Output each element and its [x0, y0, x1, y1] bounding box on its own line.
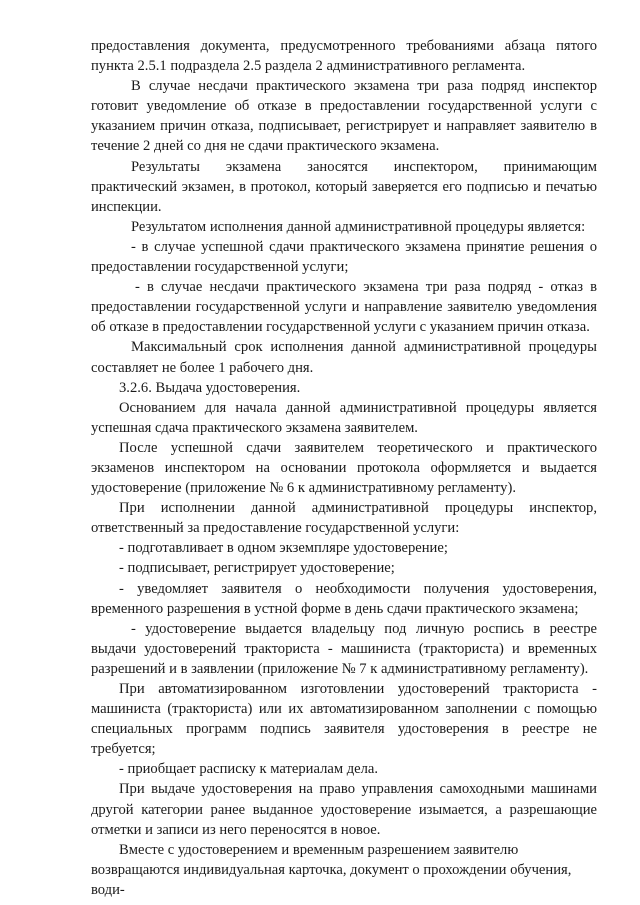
paragraph: - подписывает, регистрирует удостоверение; — [119, 560, 395, 577]
document-body — [91, 36, 597, 900]
paragraph: Вместе с удостоверением и временным разрешением заявителю возвращаются индивидуальная карточка, документ о прохождении обучения, води- — [91, 841, 572, 898]
paragraph: Результаты экзамена заносятся инспектором, принимающим практический экзамен, в протокол, который заверяется его подписью и печатью инспекции. — [91, 158, 597, 215]
paragraph: предоставления документа, предусмотренного требованиями абзаца пятого пункта 2.5.1 подраздела 2.5 раздела 2 административного регламента. — [91, 38, 597, 75]
paragraph: - в случае несдачи практического экзамена три раза подряд - отказ в предоставлении государственной услуги и направление заявителю уведомления об отказе в предоставлении государственной услуги с указанием причин отказа. — [91, 279, 597, 336]
paragraph: - приобщает расписку к материалам дела. — [119, 761, 379, 778]
paragraph: - уведомляет заявителя о необходимости получения удостоверения, временного разрешения в устной форме в день сдачи практического экзамена; — [91, 580, 597, 617]
paragraph: В случае несдачи практического экзамена три раза подряд инспектор готовит уведомление об отказе в предоставлении государственной услуги с указанием причин отказа, подписывает, регистрирует и направляет заявителю в течение 2 дней со дня не сдачи практического экзамена. — [91, 78, 597, 155]
paragraph: 3.2.6. Выдача удостоверения. — [119, 379, 301, 396]
paragraph: Основанием для начала данной административной процедуры является успешная сдача практического экзамена заявителем. — [91, 399, 597, 436]
paragraph: - в случае успешной сдачи практического экзамена принятие решения о предоставлении государственной услуги; — [91, 238, 597, 276]
paragraph: Результатом исполнения данной административной процедуры является: — [131, 218, 586, 235]
paragraph: При автоматизированном изготовлении удостоверений тракториста - машиниста (тракториста) или их автоматизированном заполнении с помощью специальных программ подпись заявителя удостоверения в реестре не требуется; — [91, 681, 597, 758]
paragraph: Максимальный срок исполнения данной административной процедуры составляет не более 1 рабочего дня. — [91, 339, 597, 376]
paragraph: - удостоверение выдается владельцу под личную роспись в реестре выдачи удостоверений тракториста - машиниста (тракториста) и временных разрешений и в заявлении (приложение № 7 к административному регламенту). — [91, 620, 597, 677]
paragraph: - подготавливает в одном экземпляре удостоверение; — [119, 540, 448, 557]
paragraph: После успешной сдачи заявителем теоретического и практического экзаменов инспектором на основании протокола оформляется и выдается удостоверение (приложение № 6 к административному регламенту). — [91, 439, 597, 497]
paragraph: При исполнении данной административной процедуры инспектор, ответственный за предоставление государственной услуги: — [91, 500, 597, 537]
paragraph: При выдаче удостоверения на право управления самоходными машинами другой категории ранее выданное удостоверение изымается, а разрешающие отметки и записи из него переносятся в новое. — [91, 781, 597, 838]
